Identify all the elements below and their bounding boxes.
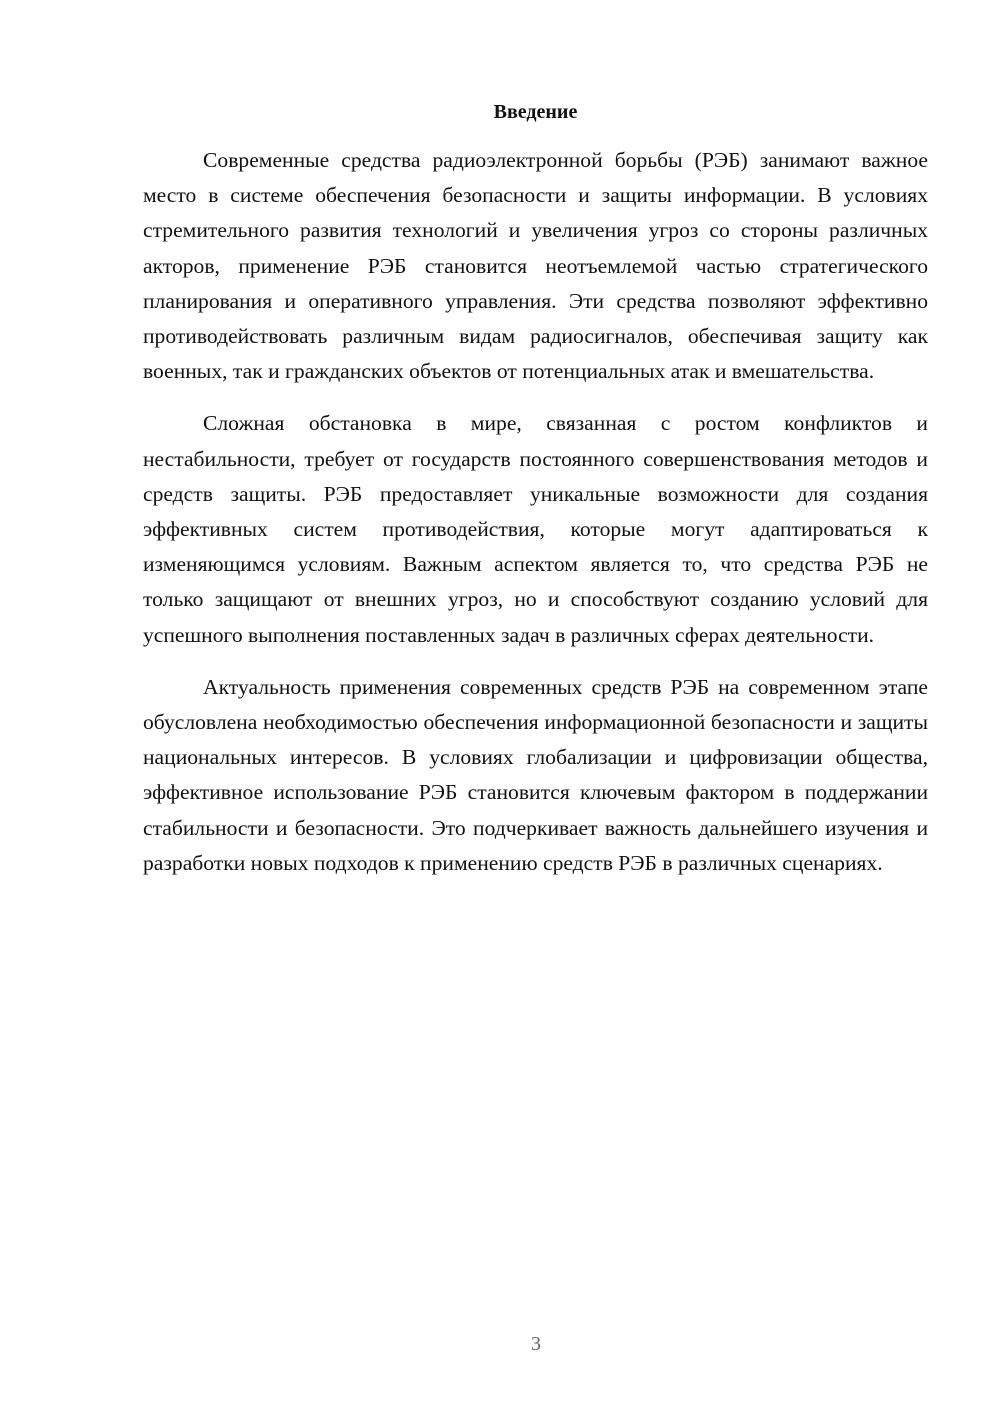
page-content: [143, 98, 928, 898]
paragraph-3: Актуальность применения современных средств РЭБ на современном этапе обусловлена необходимостью обеспечения информационной безопасности и защиты национальных интересов. В условиях глобализации и цифровизации общества, эффективное использование РЭБ становится ключевым фактором в поддержании стабильности и безопасности. Это подчеркивает важность дальнейшего изучения и разработки новых подходов к применению средств РЭБ в различных сценариях.: [143, 674, 928, 875]
section-title: Введение: [493, 101, 578, 123]
paragraph-1: Современные средства радиоэлектронной борьбы (РЭБ) занимают важное место в системе обеспечения безопасности и защиты информации. В условиях стремительного развития технологий и увеличения угроз со стороны различных акторов, применение РЭБ становится неотъемлемой частью стратегического планирования и оперативного управления. Эти средства позволяют эффективно противодействовать различным видам радиосигналов, обеспечивая защиту как военных, так и гражданских объектов от потенциальных атак и вмешательства.: [143, 148, 928, 384]
page-number: 3: [531, 1333, 541, 1355]
paragraph-2: Сложная обстановка в мире, связанная с ростом конфликтов и нестабильности, требует от государств постоянного совершенствования методов и средств защиты. РЭБ предоставляет уникальные возможности для создания эффективных систем противодействия, которые могут адаптироваться к изменяющимся условиям. Важным аспектом является то, что средства РЭБ не только защищают от внешних угроз, но и способствуют созданию условий для успешного выполнения поставленных задач в различных сферах деятельности.: [143, 411, 928, 647]
